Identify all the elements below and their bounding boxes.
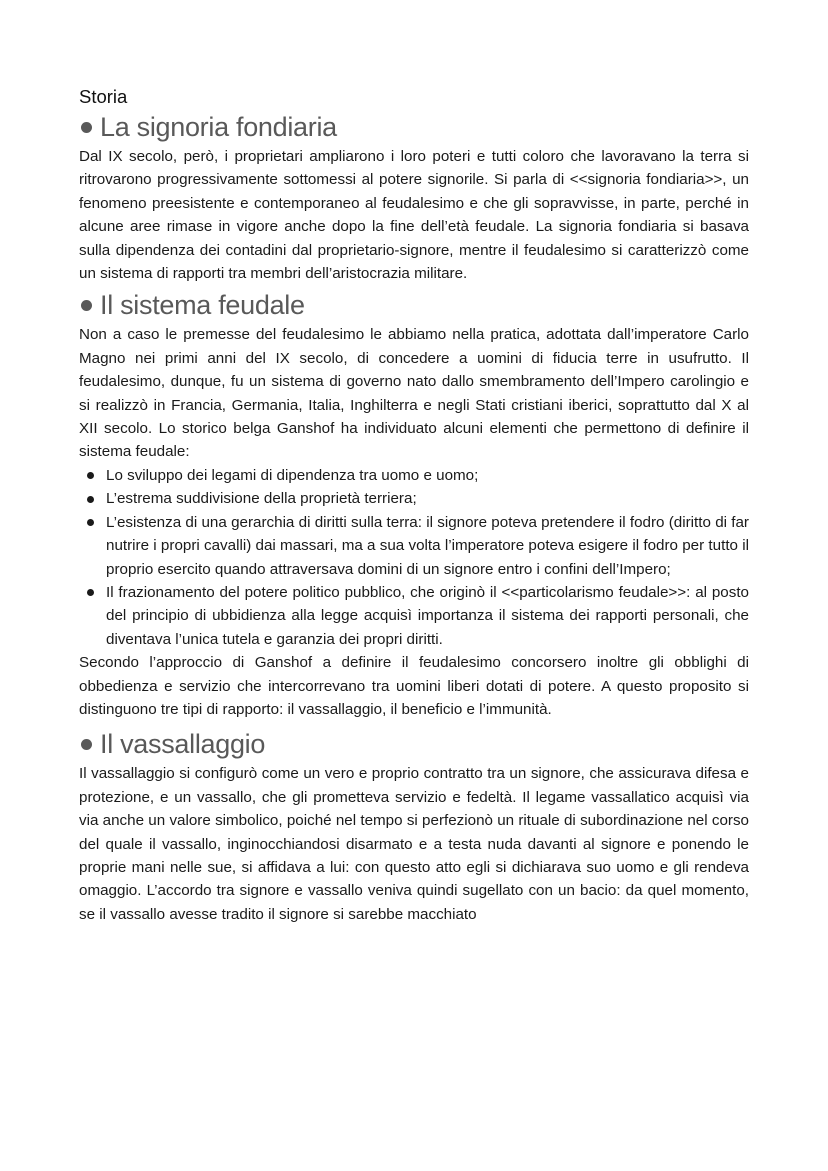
paragraph-sistema-feudale-ganshof: Secondo l’approccio di Ganshof a definire il feudalesimo concorsero inoltre gli obblighi di obbedienza e servizio che intercorrevano tra uomini liberi dotati di potere. A questo proposito si distinguono tre tipi di rapporto: il vassallaggio, il beneficio e l’immunità.: [79, 654, 749, 718]
bullet-icon: [87, 589, 94, 596]
bullet-icon: [81, 300, 92, 311]
bullet-icon: [87, 472, 94, 479]
list-item-text: L’esistenza di una gerarchia di diritti sulla terra: il signore poteva pretendere il fodro (diritto di far nutrire i propri cavalli) dai massari, ma a sua volta l’imperatore poteva esigere il fodro per tutto il proprio esercito quando attraversava domini di un signore entro i confini dell’Impero;: [106, 513, 749, 578]
list-item: [87, 511, 749, 581]
section-title-text: La signoria fondiaria: [100, 112, 337, 142]
list-item-text: L’estrema suddivisione della proprietà terriera;: [106, 490, 417, 508]
feudal-elements-list: [79, 464, 749, 651]
list-item-text: Lo sviluppo dei legami di dipendenza tra uomo e uomo;: [106, 466, 479, 484]
section-title-text: Il sistema feudale: [100, 290, 305, 321]
bullet-icon: [87, 496, 94, 503]
paragraph-signoria-fondiaria: Dal IX secolo, però, i proprietari ampliarono i loro poteri e tutti coloro che lavoravano la terra si ritrovarono progressivamente sottomessi al potere signorile. Si parla di <<signoria fondiaria>>, un fenomeno preesistente e contemporaneo al feudalesimo e che gli sopravvisse, in parte, perché in alcune aree rimase in vigore anche dopo la fine dell’età feudale. La signoria fondiaria si basava sulla dipendenza dei contadini dal proprietario-signore, mentre il feudalesimo si caratterizzò come un sistema di rapporti tra membri dell’aristocrazia militare.: [79, 148, 749, 283]
list-item: [87, 487, 749, 510]
list-item-text: Il frazionamento del potere politico pubblico, che originò il <<particolarismo feudale>>: al posto del principio di ubbidienza alla legge acquisì importanza il sistema dei rapporti personali, che diventava l’unica tutela e garanzia dei propri diritti.: [106, 583, 749, 648]
section-title-vassallaggio: [79, 727, 749, 761]
paragraph-sistema-feudale-intro: Non a caso le premesse del feudalesimo le abbiamo nella pratica, adottata dall’imperatore Carlo Magno nei primi anni del IX secolo, di concedere a uomini di fiducia terre in usufrutto. Il feudalesimo, dunque, fu un sistema di governo nato dallo smembramento dell’Impero carolingio e si realizzò in Francia, Germania, Italia, Inghilterra e negli Stati cristiani iberici, soprattutto dal X al XII secolo. Lo storico belga Ganshof ha individuato alcuni elementi che permettono di definire il sistema feudale:: [79, 326, 749, 461]
section-title-text: Il vassallaggio: [100, 729, 266, 760]
paragraph-vassallaggio: Il vassallaggio si configurò come un vero e proprio contratto tra un signore, che assicurava difesa e protezione, e un vassallo, che gli prometteva servizio e fedeltà. Il legame vassallatico acquisì via via anche un valore simbolico, poiché nel tempo si perfezionò un rituale di subordinazione nel corso del quale il vassallo, inginocchiandosi disarmato e a testa nuda davanti al signore e ponendo le proprie mani nelle sue, si affidava a lui: con questo atto egli si dichiarava suo uomo e gli rendeva omaggio. L’accordo tra signore e vassallo veniva quindi sugellato con un bacio: da quel momento, se il vassallo avesse tradito il signore si sarebbe macchiato: [79, 765, 749, 923]
subject-heading: Storia: [79, 86, 128, 107]
document-page: [79, 84, 749, 926]
list-item: [87, 581, 749, 651]
section-title-sistema-feudale: [79, 288, 749, 322]
bullet-icon: [81, 739, 92, 750]
bullet-icon: [87, 519, 94, 526]
list-item: [87, 464, 749, 487]
bullet-icon: [81, 122, 92, 133]
section-title-signoria-fondiaria: [79, 110, 749, 144]
